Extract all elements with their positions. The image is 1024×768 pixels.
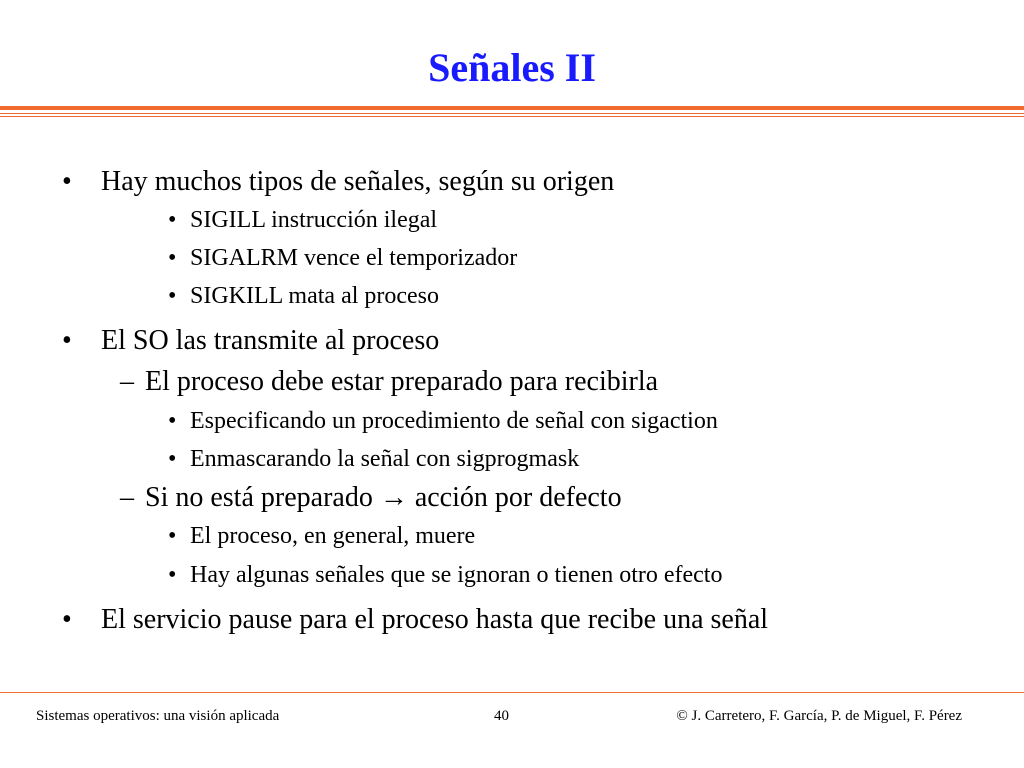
sub-bullet-text: El proceso, en general, muere: [190, 523, 476, 549]
sub-bullet-text: SIGKILL mata al proceso: [190, 283, 440, 309]
dash-text: El proceso debe estar preparado para recibirla: [145, 366, 659, 397]
title-rule-thin-2: [0, 116, 1024, 117]
sub-bullet-marker: •: [168, 408, 177, 434]
bullet-marker: •: [62, 325, 72, 356]
sub-bullet-text: Hay algunas señales que se ignoran o tienen otro efecto: [190, 562, 723, 588]
sub-bullet-marker: •: [168, 446, 177, 472]
footer-rule: [0, 692, 1024, 693]
sub-bullet-text: Especificando un procedimiento de señal con sigaction: [190, 408, 718, 434]
slide-title: Señales II: [428, 45, 596, 90]
sub-bullet-text: Enmascarando la señal con sigprogmask: [190, 446, 580, 472]
sub-bullet-marker: •: [168, 207, 177, 233]
sub-bullet-text: SIGILL instrucción ilegal: [190, 207, 438, 233]
bullet-text: El SO las transmite al proceso: [101, 325, 440, 356]
dash-marker: –: [120, 482, 134, 513]
bullet-text: El servicio pause para el proceso hasta que recibe una señal: [101, 604, 769, 635]
title-rule-thick: [0, 106, 1024, 110]
bullet-marker: •: [62, 604, 72, 635]
bullet-text: Hay muchos tipos de señales, según su origen: [101, 166, 615, 197]
sub-bullet-marker: •: [168, 283, 177, 309]
sub-bullet-marker: •: [168, 245, 177, 271]
dash-text: Si no está preparado → acción por defecto: [145, 482, 622, 513]
sub-bullet-marker: •: [168, 523, 177, 549]
sub-bullet-text: SIGALRM vence el temporizador: [190, 245, 518, 271]
title-rule-thin-1: [0, 113, 1024, 114]
footer-book-title: Sistemas operativos: una visión aplicada: [36, 708, 280, 724]
dash-marker: –: [120, 366, 134, 397]
sub-bullet-marker: •: [168, 562, 177, 588]
bullet-marker: •: [62, 166, 72, 197]
footer-copyright: © J. Carretero, F. García, P. de Miguel, F. Pérez: [676, 708, 962, 724]
page-number: 40: [494, 708, 509, 724]
